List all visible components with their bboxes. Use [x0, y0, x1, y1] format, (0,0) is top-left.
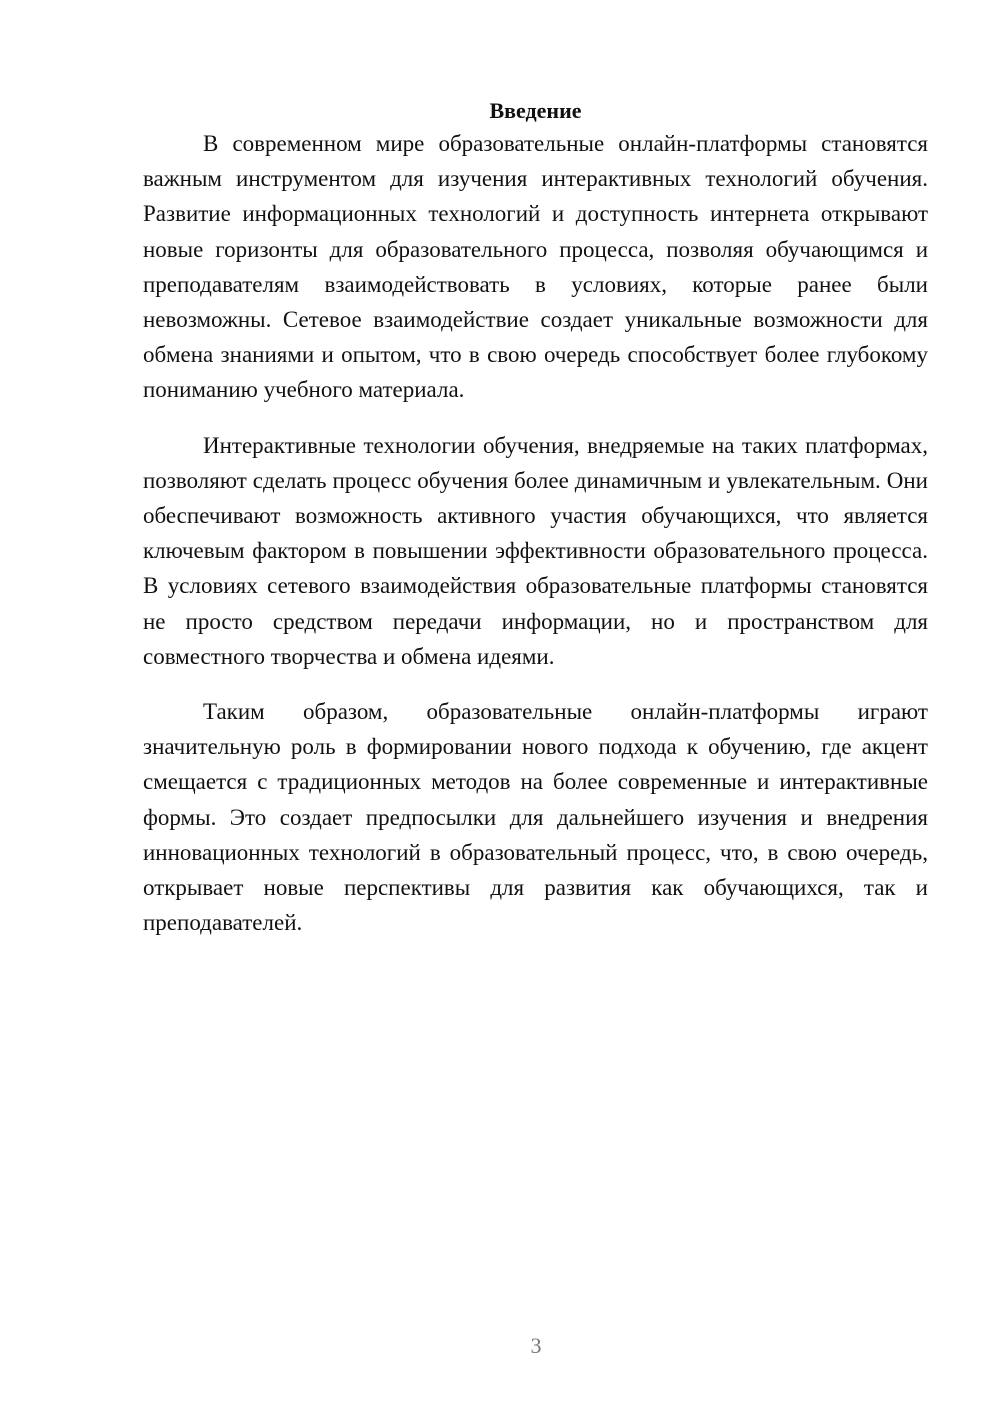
section-heading: Введение [489, 98, 582, 123]
paragraph-2: Интерактивные технологии обучения, внедряемые на таких платформах, позволяют сделать процесс обучения более динамичным и увлекательным. Они обеспечивают возможность активного участия обучающихся, что является ключевым фактором в повышении эффективности образовательного процесса. В условиях сетевого взаимодействия образовательные платформы становятся не просто средством передачи информации, но и пространством для совместного творчества и обмена идеями. [143, 432, 928, 669]
page-number: 3 [530, 1333, 542, 1358]
page-content [143, 96, 928, 940]
paragraph-1: В современном мире образовательные онлайн-платформы становятся важным инструментом для изучения интерактивных технологий обучения. Развитие информационных технологий и доступность интернета открывают новые горизонты для образовательного процесса, позволяя обучающимся и преподавателям взаимодействовать в условиях, которые ранее были невозможны. Сетевое взаимодействие создает уникальные возможности для обмена знаниями и опытом, что в свою очередь способствует более глубокому пониманию учебного материала. [143, 131, 928, 403]
paragraph-3: Таким образом, образовательные онлайн-платформы играют значительную роль в формировании нового подхода к обучению, где акцент смещается с традиционных методов на более современные и интерактивные формы. Это создает предпосылки для дальнейшего изучения и внедрения инновационных технологий в образовательный процесс, что, в свою очередь, открывает новые перспективы для развития как обучающихся, так и преподавателей. [143, 699, 928, 936]
